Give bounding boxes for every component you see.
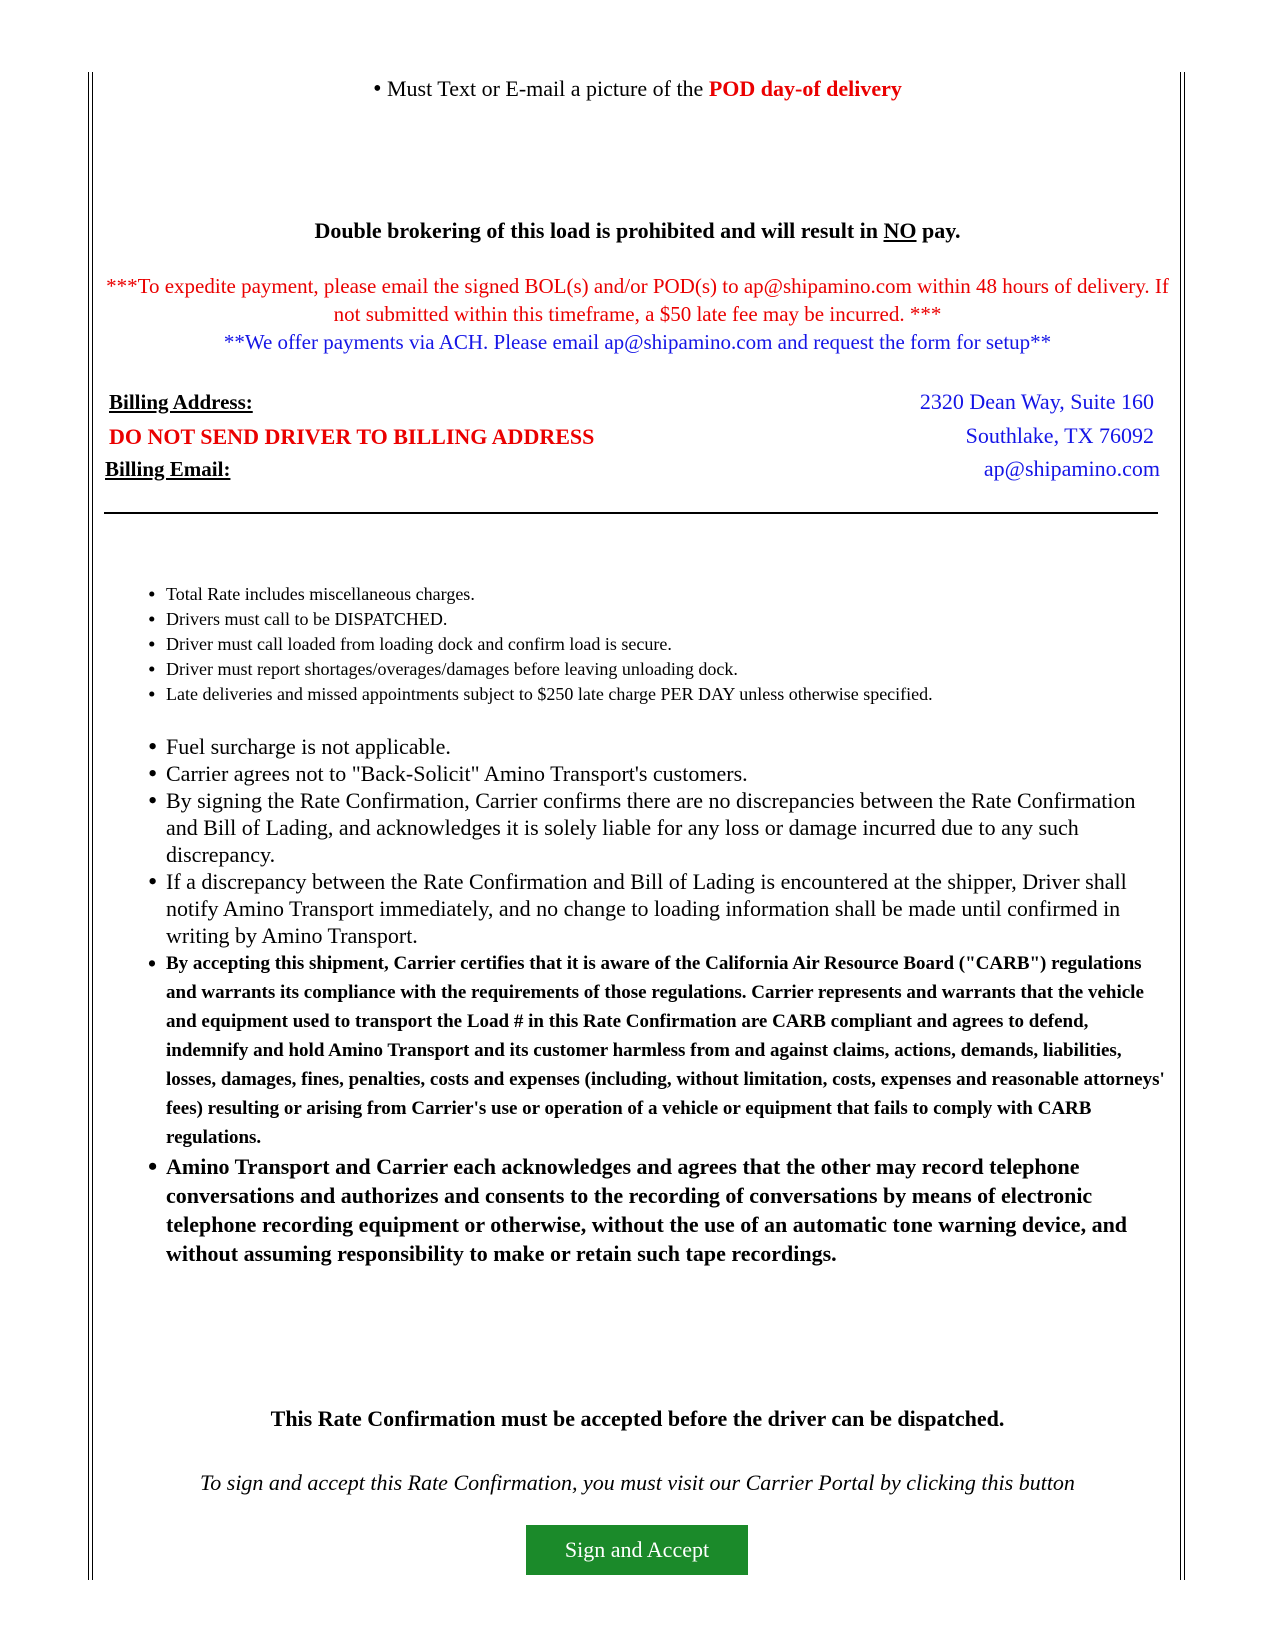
billing-street: 2320 Dean Way, Suite 160 [919,389,1154,414]
left-border-line-outer [88,72,89,1580]
carrier-portal-note: To sign and accept this Rate Confirmation, you must visit our Carrier Portal by clicking this button [200,1470,1075,1495]
list-item: • Drivers must call to be DISPATCHED. [148,607,1158,632]
list-item: • If a discrepancy between the Rate Confirmation and Bill of Lading is encountered at the shipper, Driver shall notify Amino Transport immediately, and no change to loading information shall be made until confirmed in writing by Amino Transport. [148,868,1168,949]
ach-payment-notice: **We offer payments via ACH. Please email ap@shipamino.com and request the form for setup** [223,330,1052,354]
standard-terms-list [148,582,1158,707]
list-item: • By signing the Rate Confirmation, Carrier confirms there are no discrepancies between the Rate Confirmation and Bill of Lading, and acknowledges it is solely liable for any loss or damage incurred due to any such discrepancy. [148,787,1168,868]
billing-address-label: Billing Address: [109,390,253,414]
list-item: • Fuel surcharge is not applicable. [148,733,1168,760]
double-brokering-emphasis: NO [883,218,917,243]
right-border-line-inner [1180,72,1181,1580]
list-item: • Driver must call loaded from loading dock and confirm load is secure. [148,632,1158,657]
list-item: • Total Rate includes miscellaneous charges. [148,582,1158,607]
double-brokering-notice [0,218,1275,244]
carrier-terms-list [148,733,1168,1268]
acceptance-notice: This Rate Confirmation must be accepted before the driver can be dispatched. [270,1406,1005,1431]
section-divider [104,512,1158,514]
sign-and-accept-button[interactable]: Sign and Accept [526,1525,748,1575]
pod-instruction [0,76,1275,102]
bullet-icon: • [373,76,382,102]
left-border-line-inner [92,72,93,1580]
list-item: • Driver must report shortages/overages/damages before leaving unloading dock. [148,657,1158,682]
billing-city: Southlake, TX 76092 [965,423,1154,448]
double-brokering-text: Double brokering of this load is prohibited and will result in [314,218,884,243]
call-recording-item: • Amino Transport and Carrier each acknowledges and agrees that the other may record telephone conversations and authorizes and consents to the recording of conversations by means of electronic telephone recording equipment or otherwise, without the use of an automatic tone warning device, and without assuming responsibility to make or retain such tape recordings. [148,1152,1168,1268]
carb-compliance-item: • By accepting this shipment, Carrier certifies that it is aware of the California Air Resource Board ("CARB") regulations and warrants its compliance with the requirements of those regulations. Carrier represents and warrants that the vehicle and equipment used to transport the Load # in this Rate Confirmation are CARB compliant and agrees to defend, indemnify and hold Amino Transport and its customer harmless from and against claims, actions, demands, liabilities, losses, damages, fines, penalties, costs and expenses (including, without limitation, costs, expenses and reasonable attorneys' fees) resulting or arising from Carrier's use or operation of a vehicle or equipment that fails to comply with CARB regulations. [148,949,1168,1152]
list-item: • Carrier agrees not to "Back-Solicit" Amino Transport's customers. [148,760,1168,787]
payment-notices [100,272,1175,356]
pod-highlight: POD day-of delivery [708,76,902,101]
billing-email-link[interactable]: ap@shipamino.com [983,456,1160,481]
pod-instruction-text: Must Text or E-mail a picture of the [386,76,709,101]
billing-warning: DO NOT SEND DRIVER TO BILLING ADDRESS [109,424,595,449]
expedite-payment-notice: ***To expedite payment, please email the signed BOL(s) and/or POD(s) to ap@shipamino.com within 48 hours of delivery. If not submitted within this timeframe, a $50 late fee may be incurred. *** [106,274,1169,326]
double-brokering-tail: pay. [916,218,961,243]
list-item: • Late deliveries and missed appointments subject to $250 late charge PER DAY unless otherwise specified. [148,682,1158,707]
billing-email-label: Billing Email: [105,457,231,481]
right-border-line-outer [1184,72,1185,1580]
